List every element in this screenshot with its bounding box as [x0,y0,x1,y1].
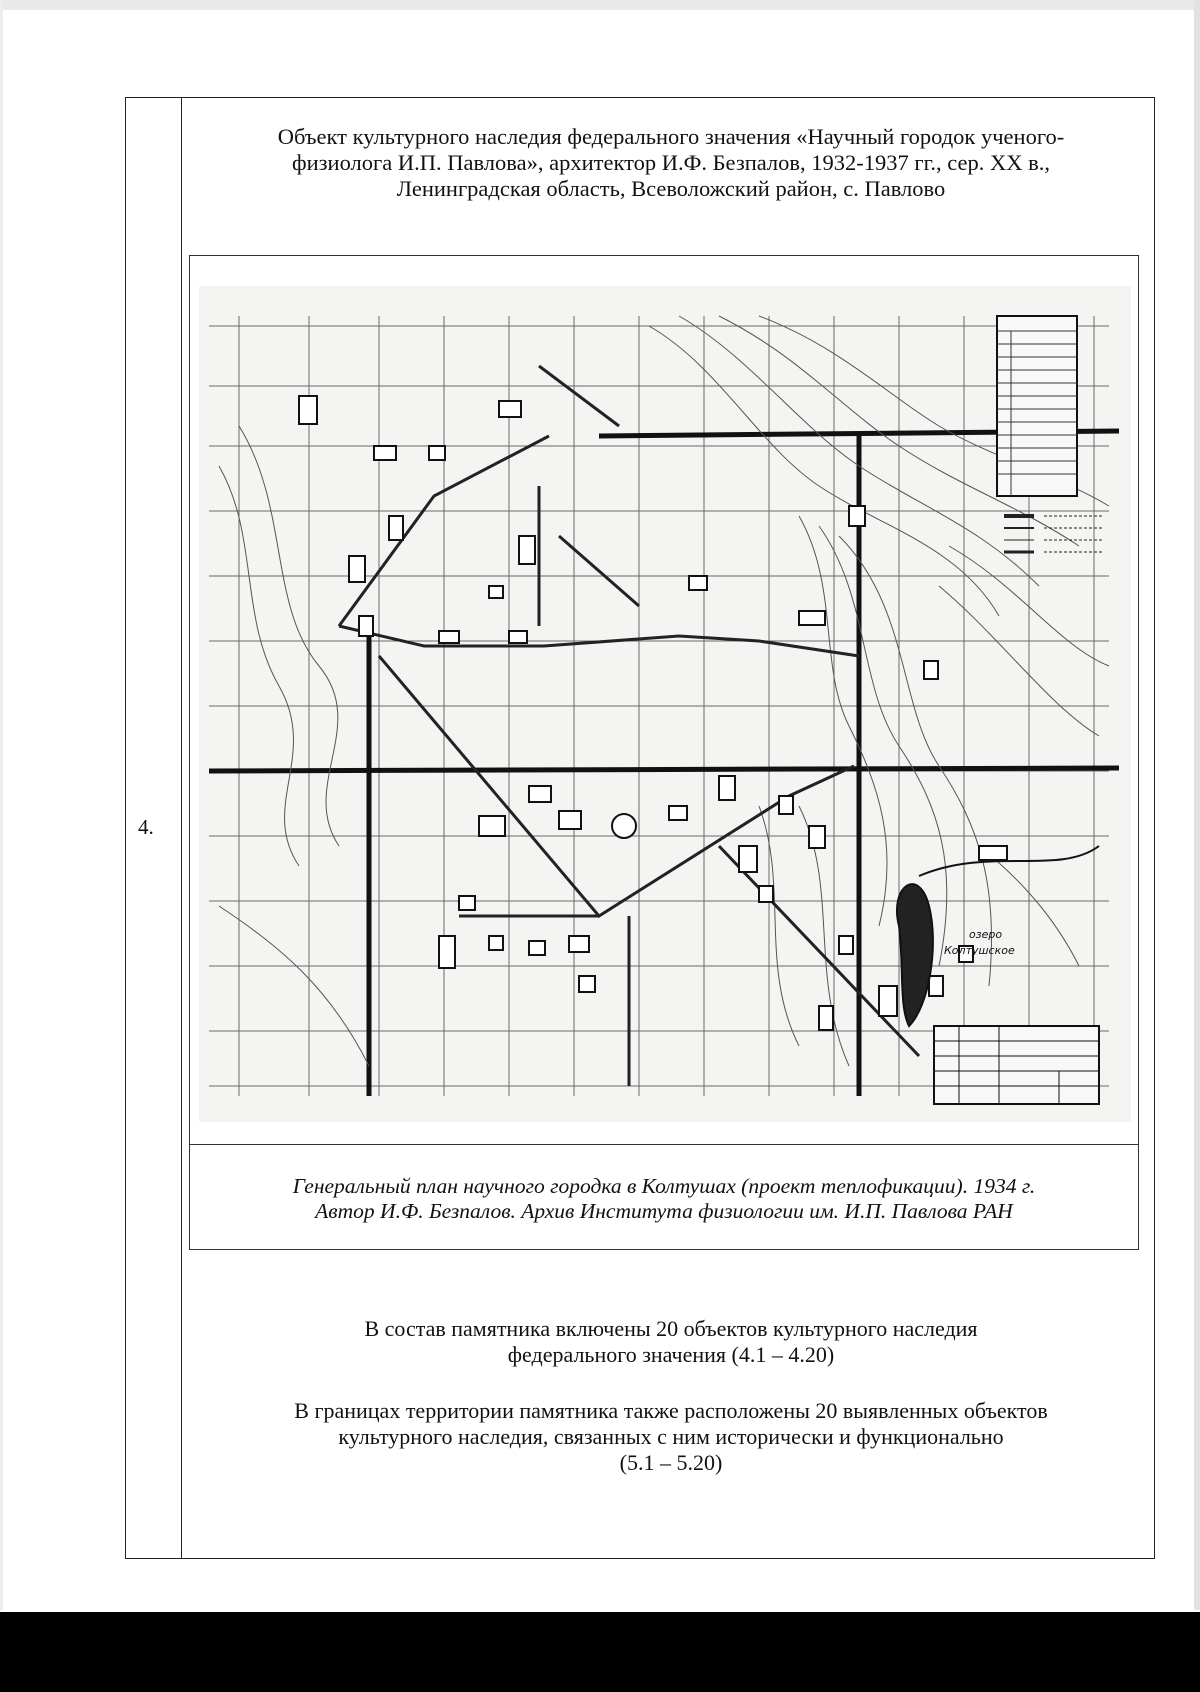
caption-line: Автор И.Ф. Безпалов. Архив Института физиологии им. И.П. Павлова РАН [315,1199,1013,1223]
identified-objects-paragraph [196,1398,1146,1476]
object-title-line: Объект культурного наследия федерального значения «Научный городок ученого- [277,124,1065,149]
title-block [934,1026,1099,1104]
figure-frame [189,255,1139,1250]
paragraph-line: (5.1 – 5.20) [619,1450,723,1475]
map-round-structure [612,814,636,838]
column-divider [181,98,182,1558]
paragraph-line: В границах территории памятника также расположены 20 выявленных объектов [294,1398,1048,1423]
general-plan-map [199,286,1131,1122]
document-table [125,97,1155,1559]
paragraph-line: федерального значения (4.1 – 4.20) [507,1342,835,1367]
scan-right-edge [1194,0,1200,1610]
composition-paragraph [196,1316,1146,1368]
caption-divider [190,1144,1138,1145]
scan-top-edge [0,0,1200,10]
row-number: 4. [138,815,154,839]
paragraph-line: культурного наследия, связанных с ним исторически и функционально [338,1424,1004,1449]
general-plan-drawing [199,286,1131,1122]
figure-caption [190,1174,1138,1224]
legend-table [997,316,1077,496]
caption-line: Генеральный план научного городка в Колтушах (проект теплофикации). 1934 г. [292,1174,1036,1198]
lake-label-line1: озеро [969,928,1003,941]
scan-left-edge [0,0,3,1610]
paragraph-line: В состав памятника включены 20 объектов культурного наследия [364,1316,978,1341]
object-title-line: Ленинградская область, Всеволожский район, с. Павлово [396,176,946,201]
object-title [196,124,1146,202]
scan-black-margin [0,1612,1200,1692]
object-title-line: физиолога И.П. Павлова», архитектор И.Ф. Безпалов, 1932-1937 гг., сер. XX в., [292,150,1050,175]
lake-label-line2: Колтушское [944,944,1015,957]
